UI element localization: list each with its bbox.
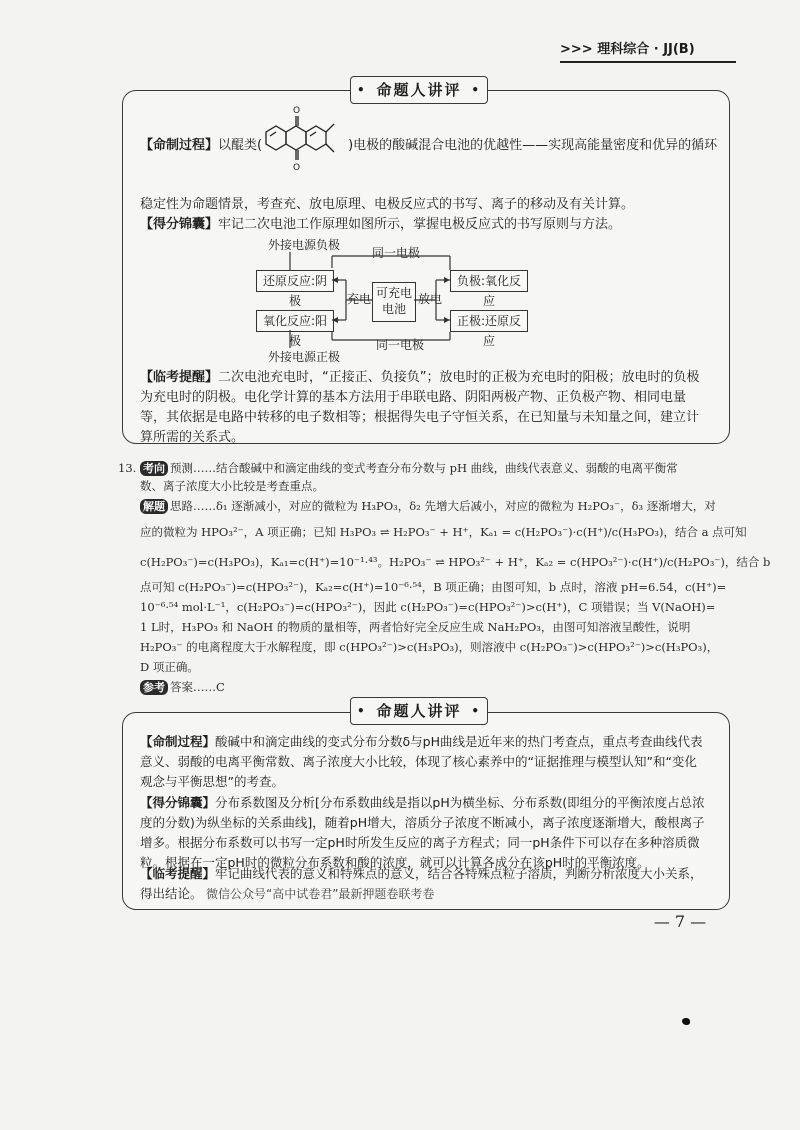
diagram-box-positive-reduction: 正极:还原反应 xyxy=(450,310,528,332)
page-number: — 7 — xyxy=(653,912,707,931)
q13-line-6: 点可知 c(H₂PO₃⁻)=c(HPO₃²⁻)，Kₐ₂=c(H⁺)=10⁻⁶·⁵⁴，B 项正确；由图可知，b 点时，溶液 pH=6.54，c(H⁺)= xyxy=(140,580,727,594)
q13-line-9: H₂PO₃⁻ 的电离程度大于水解程度，即 c(HPO₃²⁻)>c(H₃PO₃)，则溶液中 c(H₂PO₃⁻)>c(HPO₃²⁻)>c(H₃PO₃)， xyxy=(140,640,719,654)
q13-answer: 答案……C xyxy=(170,680,225,694)
diagram-connectors xyxy=(250,240,540,350)
q13-line-5: c(H₂PO₃⁻)=c(H₃PO₃)，Kₐ₁=c(H⁺)=10⁻¹·⁴³。H₂PO₃⁻ ⇌ HPO₃²⁻ + H⁺，Kₐ₂ = c(HPO₃²⁻)·c(H⁺)/c(H₂PO₃⁻)，结合 b xyxy=(140,555,771,569)
running-header: >>> 理科综合 · JJ(B) xyxy=(560,42,695,57)
box2-score-paragraph xyxy=(140,793,706,873)
box2-score-tag: 【得分锦囊】 xyxy=(140,795,216,810)
diagram-same-electrode-top: 同一电极 xyxy=(372,246,421,260)
box1-process-line2: 稳定性为命题情景，考查充、放电原理、电极反应式的书写、离子的移动及有关计算。 xyxy=(140,197,635,212)
badge-kaoxiang: 考向 xyxy=(140,461,168,476)
q13-text-l3: 思路……δ₁ 逐渐减小，对应的微粒为 H₃PO₃，δ₂ 先增大后减小，对应的微粒为 H₂PO₃⁻，δ₃ 逐渐增大，对 xyxy=(170,499,716,513)
box2-exam-tag: 【临考提醒】 xyxy=(140,866,216,881)
box2-process-text: 酸碱中和滴定曲线的变式分布分数δ与pH曲线是近年来的热门考查点，重点考查曲线代表意义、弱酸的电离平衡常数、离子浓度大小比较，体现了核心素养中的“证据推理与模型认知”和“变化观念与平衡思想”的考查。 xyxy=(140,734,703,789)
q13-answer-line xyxy=(140,677,225,698)
diagram-battery-label: 可充电电池 xyxy=(375,286,412,316)
exam-text: 二次电池充电时，“正接正、负接负”；放电时的正极为充电时的阳极；放电时的负极为充电时的阴极。电化学计算的基本方法用于串联电路、阴阳两极产物、正负极产物、相同电量等，其依据是电路中转移的电子数相等；根据得失电子守恒关系，在已知量与未知量之间，建立计算所需的关系式。 xyxy=(140,370,700,445)
diagram-top-label: 外接电源负极 xyxy=(268,238,341,252)
q13-line-4: 应的微粒为 HPO₃²⁻，A 项正确；已知 H₃PO₃ ⇌ H₂PO₃⁻ + H⁺，Kₐ₁ = c(H₂PO₃⁻)·c(H⁺)/c(H₃PO₃)，结合 a 点可知 xyxy=(140,525,747,539)
score-tag: 【得分锦囊】 xyxy=(140,217,219,232)
box2-process-tag: 【命制过程】 xyxy=(140,734,216,749)
diagram-charge-label: 充电 xyxy=(347,292,372,306)
quinone-structure-icon xyxy=(254,96,344,184)
box2-score-text: 分布系数图及分析[分布系数曲线是指以pH为横坐标、分布系数(即组分的平衡浓度占总浓度的分数)为纵坐标的关系曲线]，随着pH增大，溶质分子浓度不断减小，离子浓度逐渐增大，酸根离子增多。根据分布系数可以书写一定pH时所发生反应的离子方程式；同一pH条件下可以存在多种溶质微粒。根据在一定pH时的微粒分布系数和酸的浓度，就可以计算各成分在该pH时的平衡浓度。 xyxy=(140,795,705,870)
diagram-box-negative-oxidation: 负极:氧化反应 xyxy=(450,270,528,292)
process-text-2: )电极的酸碱混合电池的优越性——实现高能量密度和优异的循环 xyxy=(348,138,718,153)
score-text: 牢记二次电池工作原理如图所示，掌握电极反应式的书写原则与方法。 xyxy=(218,217,622,232)
badge-jieti: 解题 xyxy=(140,499,168,514)
diagram-bottom-label: 外接电源正极 xyxy=(268,350,341,364)
diagram-box-reduction-cathode: 还原反应:阴极 xyxy=(256,270,334,292)
svg-text:O: O xyxy=(293,106,301,116)
exam-tag: 【临考提醒】 xyxy=(140,370,219,385)
q13-line-7: 10⁻⁶·⁵⁴ mol·L⁻¹，c(H₂PO₃⁻)=c(HPO₃²⁻)，因此 c(H₂PO₃⁻)=c(HPO₃²⁻)>c(H⁺)，C 项错误；当 V(NaOH)= xyxy=(140,600,716,614)
box2-exam-text: 牢记曲线代表的意义和特殊点的意义，结合各特殊点粒子溶质，判断分析浓度大小关系，得出结论。 xyxy=(140,866,703,901)
diagram-box-oxidation-anode: 氧化反应:阳极 xyxy=(256,310,334,332)
commentary-box-2-title: • 命题人讲评 • xyxy=(350,697,488,725)
header-rule xyxy=(560,61,736,63)
box1-score-line xyxy=(140,215,720,235)
ink-speck xyxy=(682,1018,690,1025)
svg-text:O: O xyxy=(293,163,301,173)
watermark-text: 微信公众号“高中试卷君”最新押题卷联考卷 xyxy=(206,887,435,901)
box2-process-paragraph xyxy=(140,732,706,792)
q13-line-8: 1 L时，H₃PO₃ 和 NaOH 的物质的量相等，两者恰好完全反应生成 NaH₂PO₃，由图可知溶液呈酸性，说明 xyxy=(140,620,691,634)
badge-cankao: 参考 xyxy=(140,680,168,695)
box1-exam-paragraph xyxy=(140,368,710,448)
box1-process-line1 xyxy=(140,136,720,156)
commentary-box-1-title: • 命题人讲评 • xyxy=(350,76,488,104)
q13-text-l1: 预测……结合酸碱中和滴定曲线的变式考查分布分数与 pH 曲线，曲线代表意义、弱酸的电离平衡常 xyxy=(169,461,678,475)
q13-number: 13. xyxy=(118,461,137,475)
diagram-discharge-label: 放电 xyxy=(418,292,443,306)
diagram-same-electrode-bottom: 同一电极 xyxy=(376,338,425,352)
q13-line-10: D 项正确。 xyxy=(140,660,199,674)
q13-line-2: 数、离子浓度大小比较是考查重点。 xyxy=(140,479,324,493)
process-tag: 【命制过程】 xyxy=(140,138,219,153)
process-text-1: 以醌类( xyxy=(218,138,263,153)
q13-line-3 xyxy=(140,496,716,517)
